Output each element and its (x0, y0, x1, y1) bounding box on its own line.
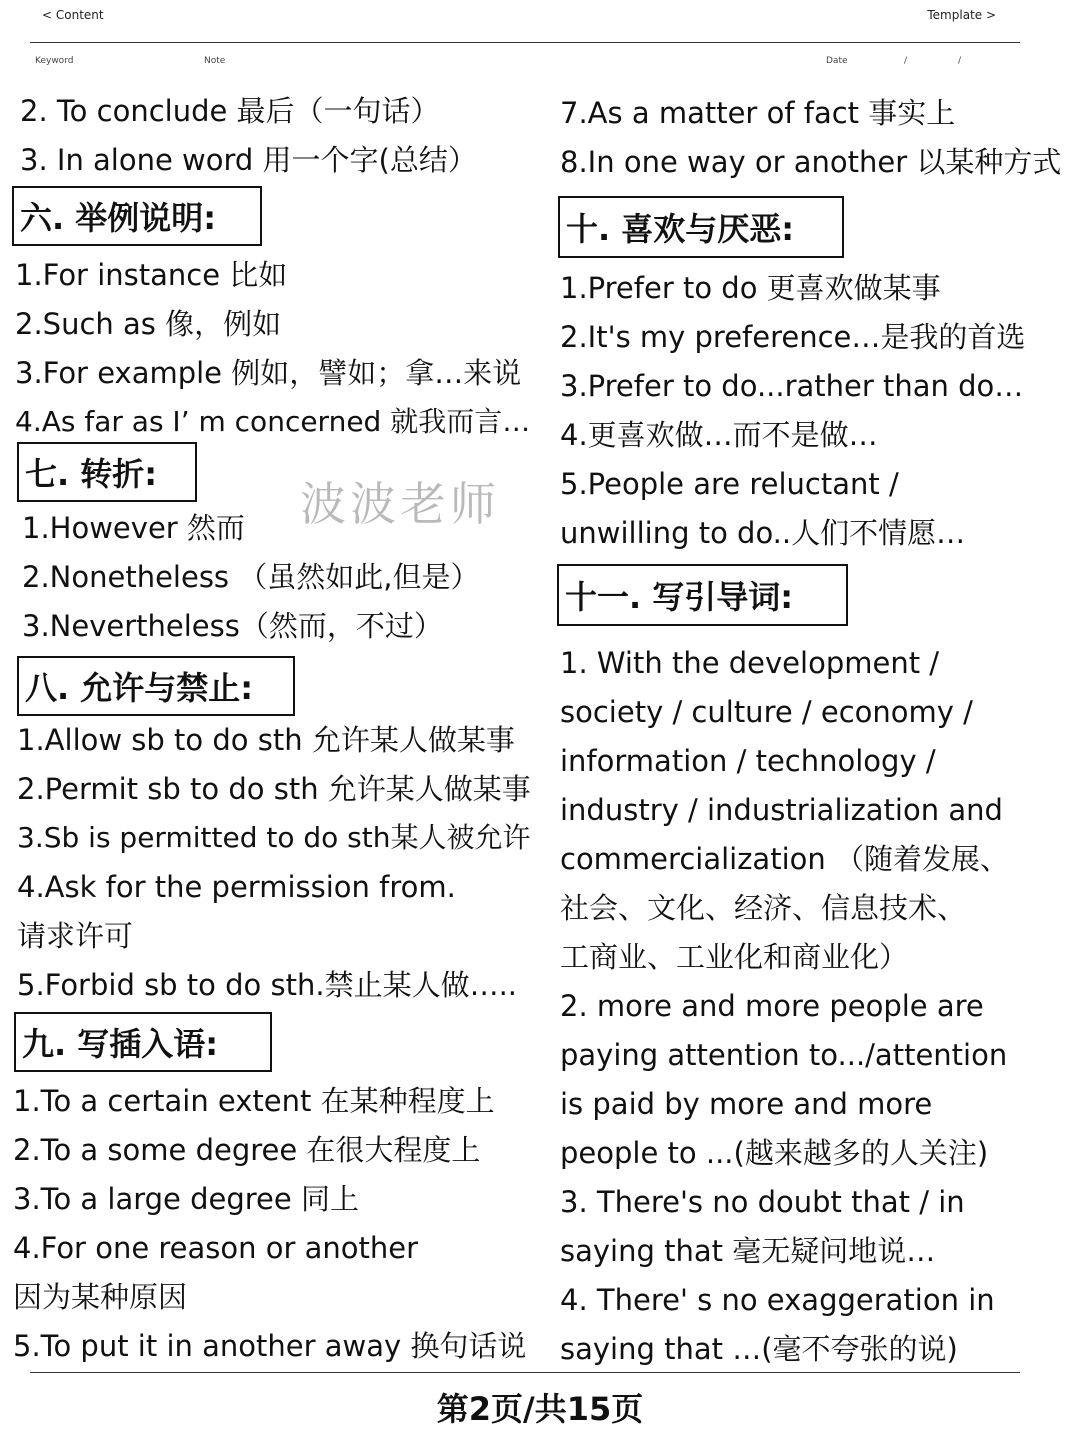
text-line: 2.It's my preference…是我的首选 (560, 320, 1026, 354)
text-line: 工商业、工业化和商业化） (560, 940, 909, 974)
section-heading (17, 442, 197, 502)
text-line: 5.Forbid sb to do sth.禁止某人做….. (17, 968, 518, 1002)
text-line: information / technology / (560, 744, 936, 778)
watermark: 波波老师 (300, 477, 500, 531)
page-indicator: 第2页/共15页 (436, 1390, 644, 1428)
text-line: 社会、文化、经济、信息技术、 (560, 891, 967, 925)
text-line: saying that …(毫不夸张的说) (560, 1332, 958, 1366)
text-line: 3.Sb is permitted to do sth某人被允许 (17, 821, 531, 854)
section-heading-text: 八. 允许与禁止: (25, 669, 254, 707)
text-line: unwilling to do..人们不情愿… (560, 516, 966, 550)
text-line: 4. There' s no exaggeration in (560, 1283, 995, 1317)
section-heading-text: 十一. 写引导词: (565, 578, 794, 616)
text-line: commercialization （随着发展、 (560, 842, 1009, 876)
text-line: 1.To a certain extent 在某种程度上 (13, 1084, 495, 1118)
text-line: 3. There's no doubt that / in (560, 1185, 965, 1219)
date-label: Date (826, 56, 848, 66)
top-bar (0, 0, 1080, 44)
template-link[interactable]: Template > (927, 8, 996, 22)
text-line: 3.Prefer to do...rather than do… (560, 369, 1024, 403)
text-line: 7.As a matter of fact 事实上 (560, 96, 956, 130)
text-line: saying that 毫无疑问地说… (560, 1234, 936, 1268)
note-label: Note (204, 56, 226, 66)
text-line: 2.Permit sb to do sth 允许某人做某事 (17, 772, 531, 806)
section-heading (557, 564, 848, 626)
text-line: 1.However 然而 (22, 511, 245, 545)
text-line: 请求许可 (17, 919, 134, 953)
footer-divider (30, 1372, 1020, 1373)
text-line: 3.Nevertheless（然而，不过） (22, 609, 443, 643)
text-line: 2.To a some degree 在很大程度上 (13, 1133, 481, 1167)
text-line: 2.Nonetheless （虽然如此,但是） (22, 560, 480, 594)
date-separator: / (904, 56, 908, 66)
text-line: 4.更喜欢做…而不是做… (560, 418, 878, 452)
section-heading-text: 七. 转折: (25, 455, 158, 493)
text-line: 4.As far as I’ m concerned 就我而言… (15, 405, 531, 438)
text-line: 1.Allow sb to do sth 允许某人做某事 (17, 723, 515, 757)
text-line: paying attention to.../attention (560, 1038, 1008, 1072)
text-line: is paid by more and more (560, 1087, 933, 1121)
text-line: 3.To a large degree 同上 (13, 1182, 359, 1216)
text-line: 3.For example 例如，譬如；拿…来说 (15, 356, 522, 390)
text-line: 5.People are reluctant / (560, 467, 899, 501)
section-heading-text: 六. 举例说明: (20, 199, 217, 237)
text-line: 2. more and more people are (560, 989, 984, 1023)
text-line: 因为某种原因 (13, 1280, 188, 1314)
text-line: industry / industrialization and (560, 793, 1003, 827)
section-heading (17, 656, 295, 716)
keyword-label: Keyword (35, 56, 74, 66)
text-line: 2. To conclude 最后（一句话） (20, 94, 440, 128)
text-line: 1.Prefer to do 更喜欢做某事 (560, 271, 941, 305)
content-back-link[interactable]: < Content (42, 8, 104, 22)
text-line: 2.Such as 像，例如 (15, 307, 282, 341)
section-heading-text: 十. 喜欢与厌恶: (566, 210, 795, 248)
text-line: 5.To put it in another away 换句话说 (13, 1329, 527, 1363)
text-line: 4.Ask for the permission from. (17, 870, 456, 904)
section-heading (12, 186, 262, 246)
section-heading (558, 196, 844, 258)
text-line: 4.For one reason or another (13, 1231, 419, 1265)
text-line: society / culture / economy / (560, 695, 973, 729)
field-row (0, 56, 1080, 72)
text-line: 8.In one way or another 以某种方式 (560, 145, 1062, 179)
text-line: 1. With the development / (560, 646, 940, 680)
header-divider (30, 42, 1020, 43)
date-separator: / (958, 56, 962, 66)
text-line: people to ...(越来越多的人关注) (560, 1136, 989, 1170)
section-heading (14, 1012, 272, 1072)
text-line: 3. In alone word 用一个字(总结） (20, 143, 477, 177)
text-line: 1.For instance 比如 (15, 258, 288, 292)
section-heading-text: 九. 写插入语: (22, 1025, 219, 1063)
